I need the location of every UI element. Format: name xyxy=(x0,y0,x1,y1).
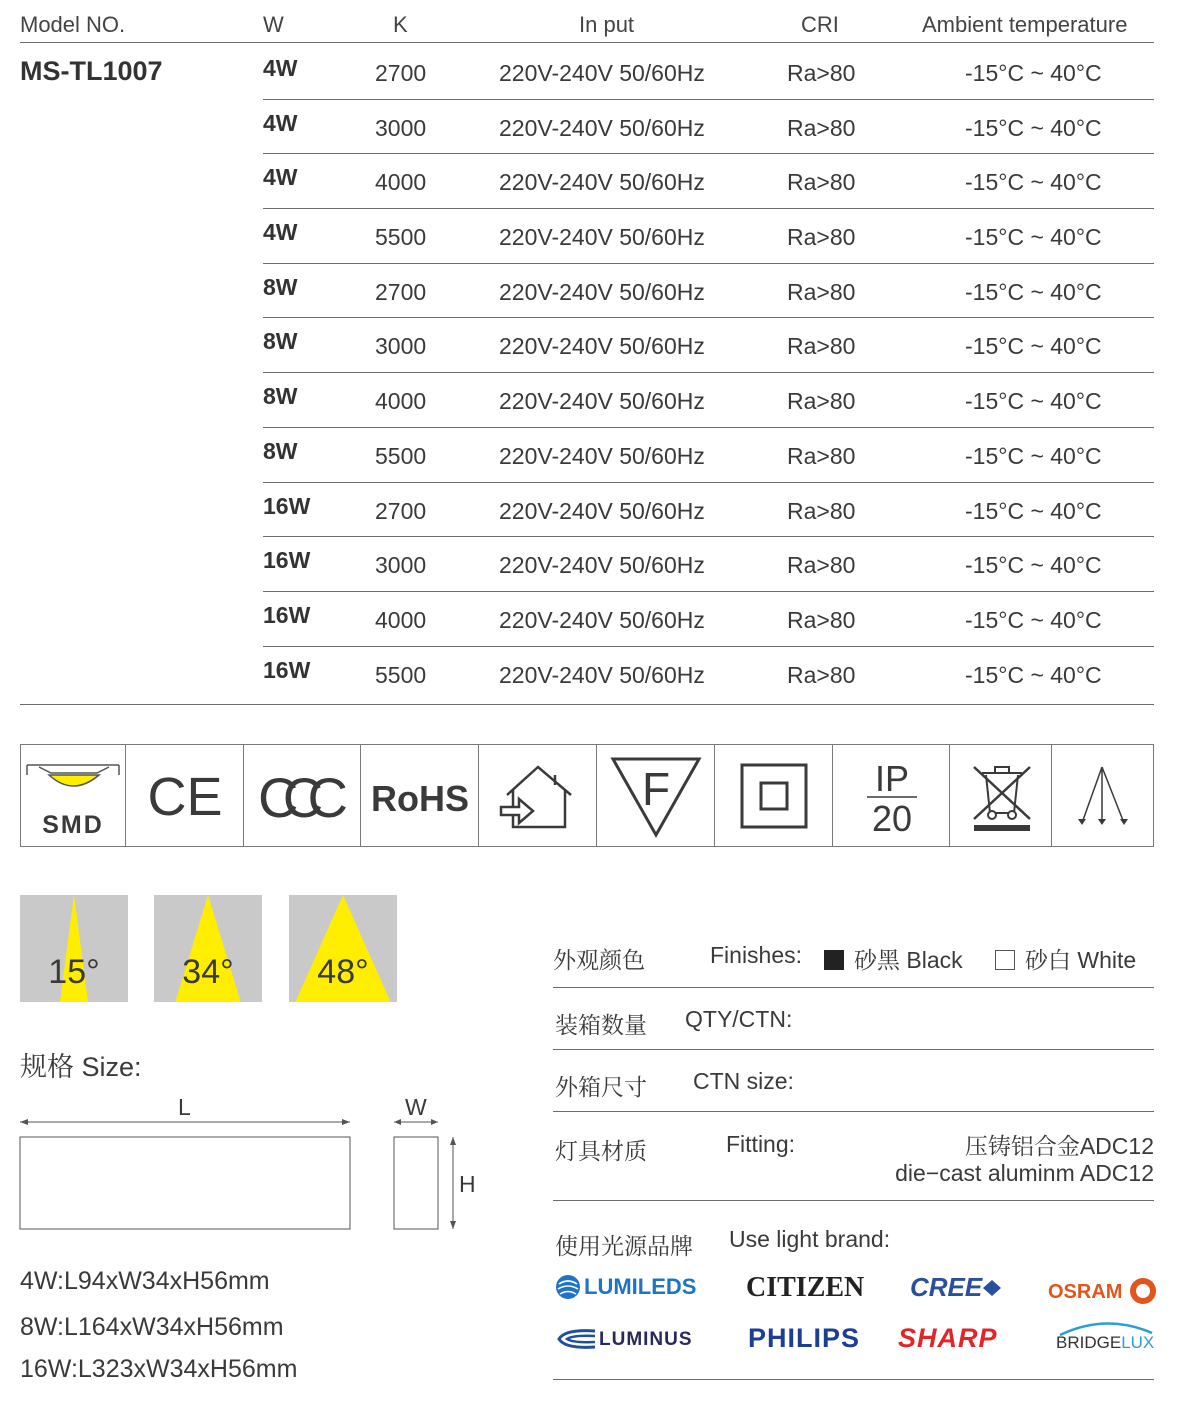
cell-cri: Ra>80 xyxy=(787,169,856,196)
ccc-label: CCC xyxy=(257,766,348,829)
finishes-en-label: Finishes: xyxy=(710,942,803,968)
dimension-4w: 4W:L94xW34xH56mm xyxy=(20,1267,270,1295)
table-row xyxy=(0,209,1184,264)
lumileds-text: LUMILEDS xyxy=(584,1274,697,1299)
cell-cri: Ra>80 xyxy=(787,224,856,251)
cell-input: 220V-240V 50/60Hz xyxy=(499,442,705,469)
finish-black-label: 砂黑 Black xyxy=(854,947,963,973)
cell-ambient-temperature: -15°C ~ 40°C xyxy=(965,60,1102,86)
info-divider xyxy=(553,987,1154,988)
ctn-en-label: CTN size: xyxy=(693,1068,794,1094)
cell-cri: Ra>80 xyxy=(787,333,856,360)
header-cri: CRI xyxy=(801,12,839,37)
cell-color-temperature: 3000 xyxy=(375,114,427,141)
beam-angle-48 xyxy=(289,895,397,1002)
cell-cri: Ra>80 xyxy=(787,497,856,524)
qty-en-label: QTY/CTN: xyxy=(685,1006,793,1032)
cell-input: 220V-240V 50/60Hz xyxy=(499,661,705,688)
cell-cri: Ra>80 xyxy=(787,388,856,415)
table-row xyxy=(0,45,1184,100)
cell-color-temperature: 4000 xyxy=(375,388,427,415)
cell-wattage: 16W xyxy=(263,492,311,519)
info-bottom-divider xyxy=(553,1379,1154,1380)
cell-ambient-temperature: -15°C ~ 40°C xyxy=(965,388,1102,415)
cree-logo xyxy=(910,1272,1002,1303)
cell-ambient-temperature: -15°C ~ 40°C xyxy=(965,333,1102,360)
cell-wattage: 16W xyxy=(263,601,311,628)
philips-logo: PHILIPS xyxy=(748,1323,861,1353)
cell-ambient-temperature: -15°C ~ 40°C xyxy=(965,114,1102,141)
cell-input: 220V-240V 50/60Hz xyxy=(499,169,705,196)
cell-color-temperature: 4000 xyxy=(375,169,427,196)
table-row xyxy=(0,154,1184,209)
spec-table-body xyxy=(0,45,1184,701)
cell-wattage: 16W xyxy=(263,656,311,683)
ip20-icon xyxy=(833,745,951,846)
indoor-use-icon xyxy=(479,745,597,846)
cell-cri: Ra>80 xyxy=(787,661,856,688)
cell-cri: Ra>80 xyxy=(787,60,856,86)
table-row xyxy=(0,592,1184,647)
ip-bottom-label: 20 xyxy=(871,798,912,839)
class-ii-icon xyxy=(715,745,833,846)
white-swatch-icon xyxy=(995,950,1015,970)
smd-label: SMD xyxy=(42,811,104,839)
luminus-logo xyxy=(555,1327,693,1351)
brand-cn-label: 使用光源品牌 xyxy=(555,1233,693,1259)
brand-en-label: Use light brand: xyxy=(729,1226,891,1252)
rohs-label: RoHS xyxy=(371,778,470,819)
cell-cri: Ra>80 xyxy=(787,114,856,141)
cell-color-temperature: 5500 xyxy=(375,661,427,688)
bridgelux-arc-icon xyxy=(1056,1319,1156,1337)
cell-cri: Ra>80 xyxy=(787,606,856,633)
f-label: F xyxy=(641,763,671,815)
finish-black-option xyxy=(824,942,963,975)
cell-input: 220V-240V 50/60Hz xyxy=(499,333,705,360)
cell-wattage: 8W xyxy=(263,328,298,355)
beam-angle-label: 48° xyxy=(317,953,369,991)
header-k: K xyxy=(393,12,408,37)
cell-cri: Ra>80 xyxy=(787,552,856,579)
cell-input: 220V-240V 50/60Hz xyxy=(499,606,705,633)
finishes-cn-label: 外观颜色 xyxy=(553,947,645,973)
f-mark-icon xyxy=(597,745,715,846)
cell-input: 220V-240V 50/60Hz xyxy=(499,497,705,524)
cell-color-temperature: 3000 xyxy=(375,552,427,579)
lumileds-globe-icon xyxy=(555,1274,581,1300)
qty-cn-label: 装箱数量 xyxy=(555,1012,647,1038)
citizen-logo: CITIZEN xyxy=(746,1272,865,1303)
cell-wattage: 8W xyxy=(263,437,298,464)
table-row xyxy=(0,428,1184,483)
header-ambient-temperature: Ambient temperature xyxy=(922,12,1128,37)
header-w: W xyxy=(263,12,284,37)
osram-logo xyxy=(1048,1276,1158,1306)
cell-input: 220V-240V 50/60Hz xyxy=(499,388,705,415)
fitting-value-cn: 压铸铝合金ADC12 xyxy=(964,1133,1154,1159)
smd-icon xyxy=(21,745,126,846)
cell-input: 220V-240V 50/60Hz xyxy=(499,60,705,86)
cell-wattage: 16W xyxy=(263,547,311,574)
cell-cri: Ra>80 xyxy=(787,278,856,305)
cell-ambient-temperature: -15°C ~ 40°C xyxy=(965,497,1102,524)
cell-input: 220V-240V 50/60Hz xyxy=(499,114,705,141)
table-row xyxy=(0,483,1184,538)
info-divider xyxy=(553,1111,1154,1112)
length-label: L xyxy=(178,1094,191,1120)
ccc-mark-icon xyxy=(244,745,362,846)
certification-icon-strip xyxy=(20,744,1154,847)
fitting-value-en: die−cast aluminm ADC12 xyxy=(895,1160,1154,1186)
beam-angle-label: 15° xyxy=(48,953,100,991)
cell-cri: Ra>80 xyxy=(787,442,856,469)
cell-ambient-temperature: -15°C ~ 40°C xyxy=(965,606,1102,633)
table-row xyxy=(0,318,1184,373)
osram-bulb-icon xyxy=(1128,1276,1158,1306)
cell-input: 220V-240V 50/60Hz xyxy=(499,224,705,251)
beam-spread-icon xyxy=(1052,745,1153,846)
cree-text: CREE xyxy=(910,1272,983,1302)
cell-ambient-temperature: -15°C ~ 40°C xyxy=(965,169,1102,196)
table-row xyxy=(0,537,1184,592)
model-number: MS-TL1007 xyxy=(20,56,163,86)
table-row xyxy=(0,373,1184,428)
table-row xyxy=(0,100,1184,155)
cree-diamond-icon xyxy=(982,1279,1002,1297)
cell-ambient-temperature: -15°C ~ 40°C xyxy=(965,661,1102,688)
ce-label: CE xyxy=(147,767,223,827)
lumileds-logo xyxy=(555,1274,696,1300)
osram-text: OSRAM xyxy=(1048,1281,1123,1303)
black-swatch-icon xyxy=(824,950,844,970)
rohs-icon xyxy=(361,745,479,846)
header-model-no: Model NO. xyxy=(20,12,126,37)
bridgelux-logo xyxy=(1056,1333,1154,1353)
cell-color-temperature: 4000 xyxy=(375,606,427,633)
beam-angle-34 xyxy=(154,895,262,1002)
cell-color-temperature: 3000 xyxy=(375,333,427,360)
fitting-cn-label: 灯具材质 xyxy=(555,1138,647,1164)
cell-ambient-temperature: -15°C ~ 40°C xyxy=(965,224,1102,251)
cell-ambient-temperature: -15°C ~ 40°C xyxy=(965,442,1102,469)
ce-mark-icon xyxy=(126,745,244,846)
cell-color-temperature: 2700 xyxy=(375,278,427,305)
finish-white-label: 砂白 White xyxy=(1025,947,1137,973)
cell-input: 220V-240V 50/60Hz xyxy=(499,552,705,579)
ctn-cn-label: 外箱尺寸 xyxy=(555,1074,647,1100)
table-bottom-divider xyxy=(20,704,1154,705)
table-row xyxy=(0,264,1184,319)
beam-angle-label: 34° xyxy=(182,953,234,991)
info-divider xyxy=(553,1200,1154,1201)
luminus-swoosh-icon xyxy=(555,1327,599,1351)
dimension-8w: 8W:L164xW34xH56mm xyxy=(20,1313,284,1341)
ip-top-label: IP xyxy=(874,758,909,799)
dimension-16w: 16W:L323xW34xH56mm xyxy=(20,1355,298,1383)
bridgelux-text-a: BRIDGE xyxy=(1056,1333,1122,1352)
cell-wattage: 4W xyxy=(263,164,298,191)
header-input: In put xyxy=(579,12,635,37)
width-label: W xyxy=(405,1094,427,1120)
weee-bin-icon xyxy=(950,745,1052,846)
cell-ambient-temperature: -15°C ~ 40°C xyxy=(965,278,1102,305)
cell-color-temperature: 2700 xyxy=(375,497,427,524)
cell-wattage: 4W xyxy=(263,55,298,81)
cell-color-temperature: 5500 xyxy=(375,442,427,469)
luminus-text: LUMINUS xyxy=(599,1329,693,1350)
cell-ambient-temperature: -15°C ~ 40°C xyxy=(965,552,1102,579)
info-divider xyxy=(553,1049,1154,1050)
beam-angle-15 xyxy=(20,895,128,1002)
cell-color-temperature: 5500 xyxy=(375,224,427,251)
cell-wattage: 4W xyxy=(263,109,298,136)
size-title: 规格 Size: xyxy=(20,1052,142,1082)
bridgelux-text-b: LUX xyxy=(1121,1333,1155,1352)
header-divider xyxy=(20,42,1154,43)
cell-wattage: 8W xyxy=(263,273,298,300)
cell-input: 220V-240V 50/60Hz xyxy=(499,278,705,305)
finish-white-option xyxy=(995,942,1136,975)
table-row xyxy=(0,647,1184,702)
cell-color-temperature: 2700 xyxy=(375,60,427,86)
fitting-en-label: Fitting: xyxy=(726,1131,796,1157)
sharp-logo: SHARP xyxy=(898,1323,998,1353)
height-label: H xyxy=(459,1171,476,1197)
cell-wattage: 8W xyxy=(263,383,298,410)
cell-wattage: 4W xyxy=(263,219,298,246)
